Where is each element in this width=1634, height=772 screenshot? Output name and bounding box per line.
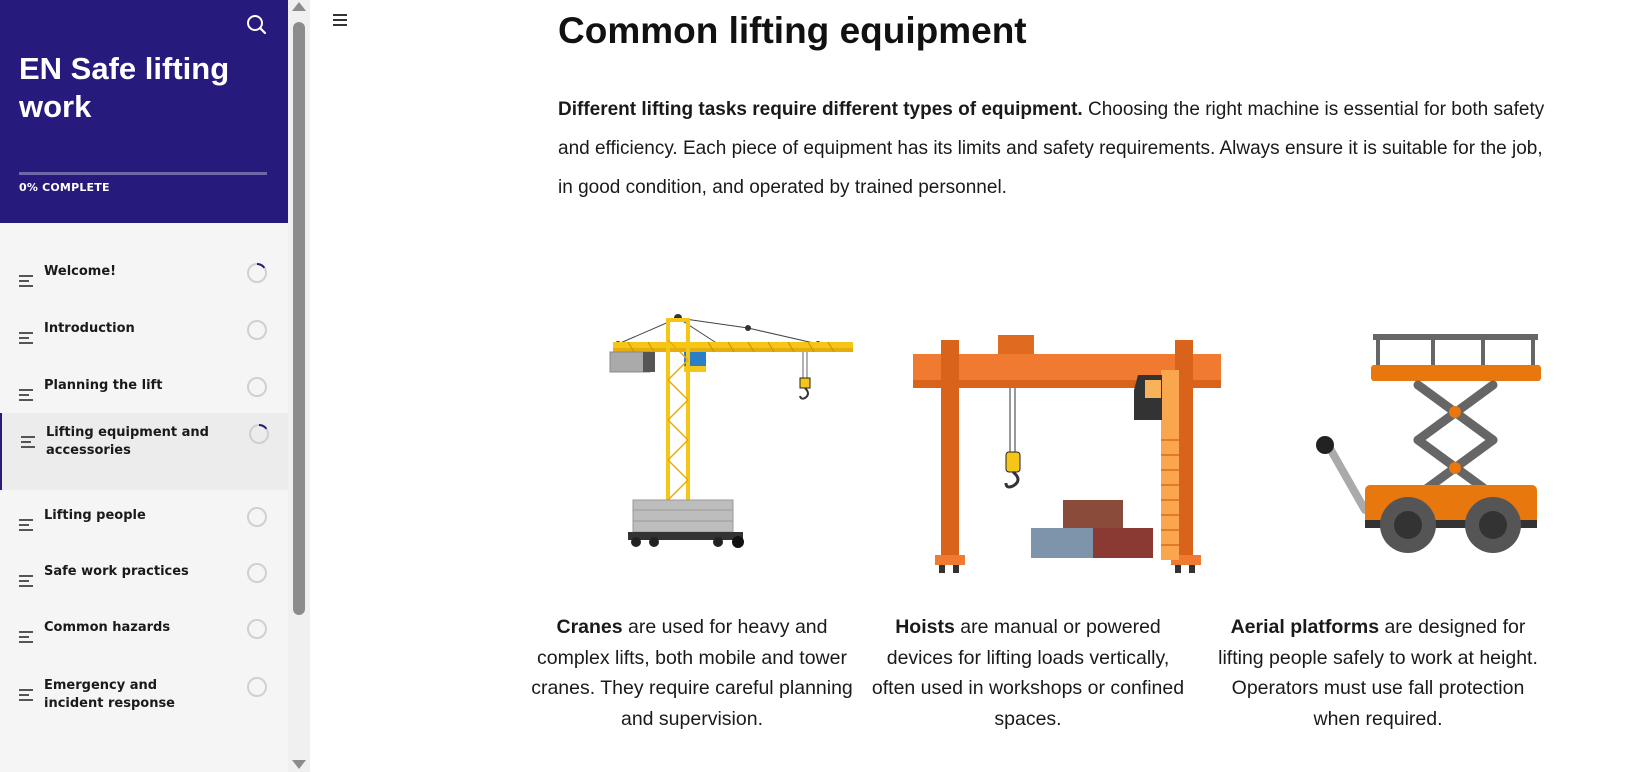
scroll-thumb[interactable]	[293, 22, 305, 615]
lesson-lines-icon	[19, 689, 35, 701]
lesson-label: Welcome!	[44, 264, 117, 279]
lesson-label: Emergency and incident response	[44, 678, 176, 711]
progress-ring-icon	[246, 376, 268, 398]
progress-ring-icon	[246, 618, 268, 640]
lesson-label: Safe work practices	[44, 564, 189, 579]
progress-ring-icon	[246, 319, 268, 341]
lesson-lines-icon	[19, 332, 35, 344]
lesson-item[interactable]	[0, 255, 288, 311]
lesson-lines-icon	[19, 389, 35, 401]
hoists-caption-title: Hoists	[895, 616, 955, 638]
lesson-item[interactable]	[0, 413, 288, 490]
progress-ring-icon	[246, 562, 268, 584]
progress-ring-icon	[248, 423, 270, 445]
search-icon	[244, 12, 270, 38]
lesson-lines-icon	[19, 631, 35, 643]
course-progress-bar	[19, 172, 267, 175]
progress-ring-icon	[246, 676, 268, 698]
scissor-lift-illustration	[1303, 330, 1543, 590]
lesson-item[interactable]	[0, 498, 288, 554]
intro-paragraph	[558, 90, 1558, 207]
gantry-hoist-illustration	[913, 330, 1223, 585]
lesson-lines-icon	[21, 436, 37, 448]
lesson-lines-icon	[19, 519, 35, 531]
lesson-lines-icon	[19, 575, 35, 587]
page-title: Common lifting equipment	[558, 10, 1027, 51]
cranes-caption	[528, 612, 856, 734]
lesson-label: Lifting equipment and accessories	[46, 425, 209, 458]
aerial-platforms-caption-title: Aerial platforms	[1230, 616, 1380, 638]
intro-bold-text: Different lifting tasks require different types of equipment.	[558, 99, 1083, 120]
hoists-caption-text: are manual or powered devices for lifting loads vertically, often used in workshops or confined spaces.	[871, 616, 1185, 730]
cranes-caption-title: Cranes	[556, 616, 623, 638]
intro-text: Choosing the right machine is essential for both safety and efficiency. Each piece of equipment has its limits and safety requirements. Always ensure it is suitable for the job, in good condition, and operated by trained personnel.	[558, 99, 1545, 198]
hamburger-menu-icon[interactable]	[333, 13, 349, 27]
lesson-item[interactable]	[0, 311, 288, 367]
search-button[interactable]	[244, 12, 270, 38]
lesson-item[interactable]	[0, 555, 288, 611]
lesson-item[interactable]	[0, 611, 288, 667]
progress-ring-icon	[246, 262, 268, 284]
aerial-platforms-caption-text: are designed for lifting people safely to work at height. Operators must use fall protection when required.	[1218, 616, 1538, 730]
course-progress-label: 0% COMPLETE	[19, 181, 110, 194]
lesson-lines-icon	[19, 275, 35, 287]
lesson-item[interactable]	[0, 667, 288, 737]
cranes-caption-text: are used for heavy and complex lifts, both mobile and tower cranes. They require careful planning and supervision.	[531, 616, 853, 730]
sidebar	[0, 0, 288, 772]
lesson-label: Planning the lift	[44, 378, 163, 393]
course-title: EN Safe lifting work	[19, 51, 230, 124]
scroll-up-arrow-icon[interactable]	[292, 2, 306, 11]
sidebar-scrollbar[interactable]	[288, 0, 310, 772]
progress-ring-icon	[246, 506, 268, 528]
lesson-label: Common hazards	[44, 620, 171, 635]
sidebar-header	[0, 0, 288, 223]
lesson-label: Introduction	[44, 321, 135, 336]
tower-crane-illustration	[598, 310, 858, 575]
aerial-platforms-caption	[1214, 612, 1542, 734]
lesson-label: Lifting people	[44, 508, 146, 523]
scroll-down-arrow-icon[interactable]	[292, 760, 306, 769]
hoists-caption	[864, 612, 1192, 734]
lesson-item[interactable]	[0, 368, 288, 413]
